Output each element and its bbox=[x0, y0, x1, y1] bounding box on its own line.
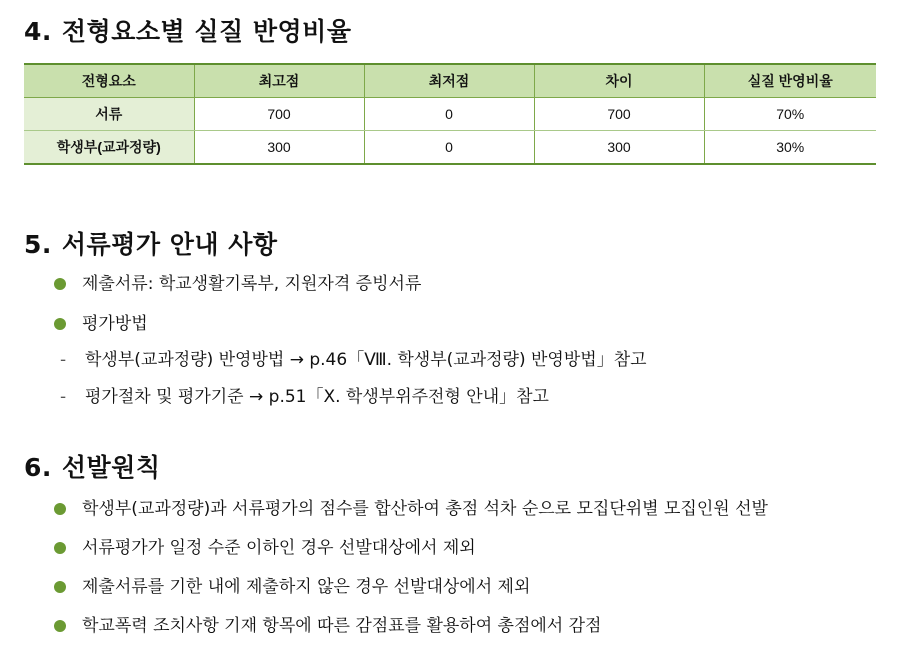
section-5-number: 5. bbox=[24, 230, 52, 259]
list-item-text: 제출서류를 기한 내에 제출하지 않은 경우 선발대상에서 제외 bbox=[82, 577, 531, 597]
sub-list-item-text: 학생부(교과정량) 반영방법 → p.46「Ⅷ. 학생부(교과정량) 반영방법」참고 bbox=[85, 350, 647, 370]
section-5-title: 서류평가 안내 사항 bbox=[61, 230, 278, 259]
col-header-max: 최고점 bbox=[194, 64, 364, 98]
bullet-dot-icon bbox=[54, 318, 66, 330]
col-header-element: 전형요소 bbox=[24, 64, 194, 98]
row-label: 학생부(교과정량) bbox=[24, 131, 194, 165]
row-label: 서류 bbox=[24, 98, 194, 131]
cell-ratio: 30% bbox=[704, 131, 876, 165]
sub-list-item bbox=[60, 350, 647, 370]
sub-list-item-text: 평가절차 및 평가기준 → p.51「Ⅹ. 학생부위주전형 안내」참고 bbox=[85, 387, 549, 407]
bullet-dot-icon bbox=[54, 620, 66, 632]
table-row bbox=[24, 98, 876, 131]
col-header-ratio: 실질 반영비율 bbox=[704, 64, 876, 98]
section-4-title: 전형요소별 실질 반영비율 bbox=[61, 17, 352, 46]
score-ratio-table bbox=[24, 63, 876, 165]
list-item-text: 학교폭력 조치사항 기재 항목에 따른 감점표를 활용하여 총점에서 감점 bbox=[82, 616, 602, 636]
bullet-dot-icon bbox=[54, 581, 66, 593]
list-item-text: 평가방법 bbox=[82, 314, 148, 334]
sub-list-item bbox=[60, 387, 647, 407]
dash-marker: - bbox=[60, 387, 67, 407]
list-item bbox=[54, 314, 421, 334]
section-6-number: 6. bbox=[24, 453, 52, 482]
list-item bbox=[54, 577, 768, 597]
bullet-dot-icon bbox=[54, 278, 66, 290]
list-item-text: 학생부(교과정량)과 서류평가의 점수를 합산하여 총점 석차 순으로 모집단위별 모집인원 선발 bbox=[82, 499, 768, 519]
bullet-dot-icon bbox=[54, 542, 66, 554]
col-header-diff: 차이 bbox=[534, 64, 704, 98]
cell-diff: 700 bbox=[534, 98, 704, 131]
list-item bbox=[54, 538, 768, 558]
list-item-text: 서류평가가 일정 수준 이하인 경우 선발대상에서 제외 bbox=[82, 538, 476, 558]
list-item bbox=[54, 499, 768, 519]
dash-marker: - bbox=[60, 350, 67, 370]
cell-ratio: 70% bbox=[704, 98, 876, 131]
section-6-title: 선발원칙 bbox=[61, 453, 161, 482]
cell-diff: 300 bbox=[534, 131, 704, 165]
list-item bbox=[54, 274, 421, 294]
section-5-bullet-list bbox=[54, 274, 421, 354]
cell-min: 0 bbox=[364, 98, 534, 131]
cell-max: 300 bbox=[194, 131, 364, 165]
section-5-heading bbox=[24, 225, 278, 261]
table-row bbox=[24, 131, 876, 165]
section-4-heading bbox=[24, 12, 351, 48]
section-4-number: 4. bbox=[24, 17, 52, 46]
section-6-heading bbox=[24, 448, 161, 484]
bullet-dot-icon bbox=[54, 503, 66, 515]
col-header-min: 최저점 bbox=[364, 64, 534, 98]
section-6-bullet-list bbox=[54, 499, 768, 655]
list-item-text: 제출서류: 학교생활기록부, 지원자격 증빙서류 bbox=[82, 274, 422, 294]
list-item bbox=[54, 616, 768, 636]
table-header-row bbox=[24, 64, 876, 98]
evaluation-method-sub-list bbox=[60, 350, 647, 424]
cell-min: 0 bbox=[364, 131, 534, 165]
cell-max: 700 bbox=[194, 98, 364, 131]
